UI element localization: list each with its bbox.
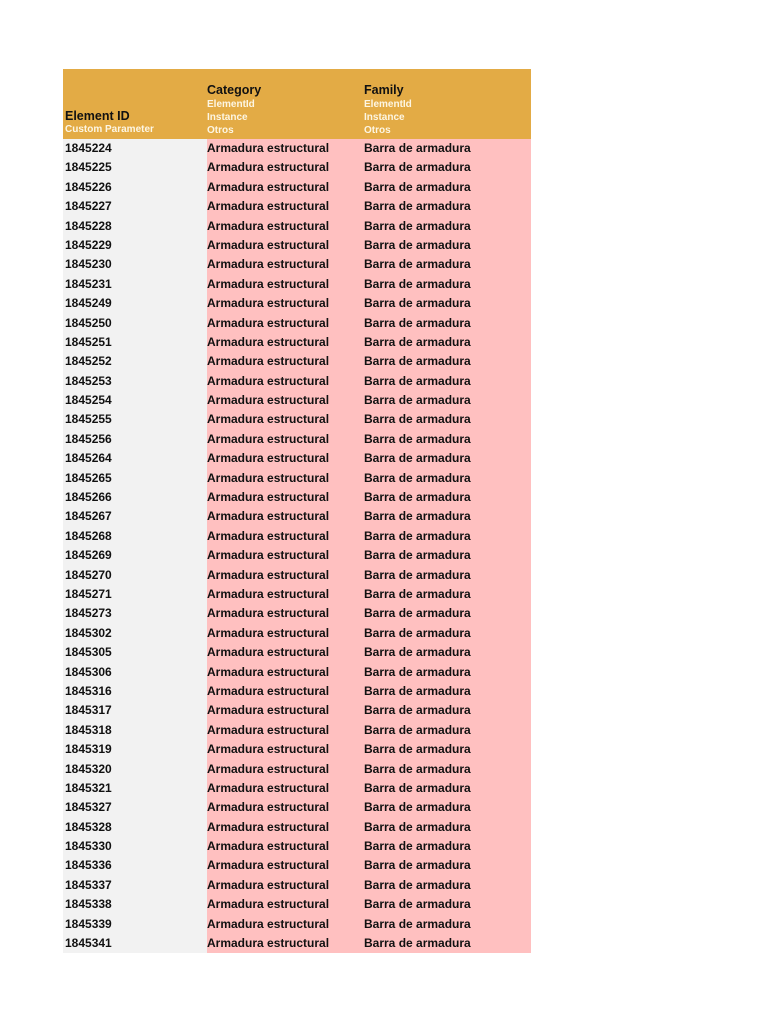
table-row[interactable] <box>63 740 531 759</box>
element-id-cell[interactable]: 1845249 <box>63 294 207 313</box>
family-cell[interactable]: Barra de armadura <box>364 217 531 236</box>
header-family-sub-3: Otros <box>364 125 391 136</box>
table-row[interactable] <box>63 314 531 333</box>
table-row[interactable] <box>63 895 531 914</box>
table-row[interactable] <box>63 663 531 682</box>
element-id-cell[interactable]: 1845231 <box>63 275 207 294</box>
element-id-cell[interactable]: 1845264 <box>63 449 207 468</box>
table-row[interactable] <box>63 915 531 934</box>
table-row[interactable] <box>63 604 531 623</box>
family-cell[interactable]: Barra de armadura <box>364 876 531 895</box>
family-cell[interactable]: Barra de armadura <box>364 372 531 391</box>
family-cell[interactable]: Barra de armadura <box>364 255 531 274</box>
table-row[interactable] <box>63 798 531 817</box>
family-cell[interactable]: Barra de armadura <box>364 837 531 856</box>
element-id-cell[interactable]: 1845265 <box>63 469 207 488</box>
element-id-cell[interactable]: 1845230 <box>63 255 207 274</box>
schedule-table <box>63 69 531 953</box>
category-cell[interactable]: Armadura estructural <box>207 721 364 740</box>
table-row[interactable] <box>63 721 531 740</box>
category-cell[interactable]: Armadura estructural <box>207 197 364 216</box>
category-cell[interactable]: Armadura estructural <box>207 876 364 895</box>
category-cell[interactable]: Armadura estructural <box>207 701 364 720</box>
category-cell[interactable]: Armadura estructural <box>207 527 364 546</box>
family-cell[interactable]: Barra de armadura <box>364 721 531 740</box>
table-row[interactable] <box>63 158 531 177</box>
family-cell[interactable]: Barra de armadura <box>364 507 531 526</box>
category-cell[interactable]: Armadura estructural <box>207 488 364 507</box>
family-cell[interactable]: Barra de armadura <box>364 643 531 662</box>
family-cell[interactable]: Barra de armadura <box>364 469 531 488</box>
element-id-cell[interactable]: 1845266 <box>63 488 207 507</box>
element-id-cell[interactable]: 1845253 <box>63 372 207 391</box>
element-id-cell[interactable]: 1845319 <box>63 740 207 759</box>
table-header <box>63 69 531 139</box>
table-row[interactable] <box>63 682 531 701</box>
family-cell[interactable]: Barra de armadura <box>364 779 531 798</box>
category-cell[interactable]: Armadura estructural <box>207 139 364 158</box>
category-cell[interactable]: Armadura estructural <box>207 546 364 565</box>
category-cell[interactable]: Armadura estructural <box>207 236 364 255</box>
family-cell[interactable]: Barra de armadura <box>364 314 531 333</box>
table-row[interactable] <box>63 818 531 837</box>
element-id-cell[interactable]: 1845270 <box>63 566 207 585</box>
table-row[interactable] <box>63 566 531 585</box>
category-cell[interactable]: Armadura estructural <box>207 856 364 875</box>
family-cell[interactable]: Barra de armadura <box>364 391 531 410</box>
element-id-cell[interactable]: 1845268 <box>63 527 207 546</box>
element-id-cell[interactable]: 1845302 <box>63 624 207 643</box>
family-cell[interactable]: Barra de armadura <box>364 856 531 875</box>
family-cell[interactable]: Barra de armadura <box>364 236 531 255</box>
element-id-cell[interactable]: 1845337 <box>63 876 207 895</box>
category-cell[interactable]: Armadura estructural <box>207 643 364 662</box>
element-id-cell[interactable]: 1845252 <box>63 352 207 371</box>
element-id-cell[interactable]: 1845255 <box>63 410 207 429</box>
family-cell[interactable]: Barra de armadura <box>364 139 531 158</box>
family-cell[interactable]: Barra de armadura <box>364 604 531 623</box>
category-cell[interactable]: Armadura estructural <box>207 740 364 759</box>
element-id-cell[interactable]: 1845318 <box>63 721 207 740</box>
family-cell[interactable]: Barra de armadura <box>364 178 531 197</box>
element-id-cell[interactable]: 1845341 <box>63 934 207 953</box>
header-category-sub-2: Instance <box>207 112 248 123</box>
element-id-cell[interactable]: 1845336 <box>63 856 207 875</box>
element-id-cell[interactable]: 1845338 <box>63 895 207 914</box>
element-id-cell[interactable]: 1845227 <box>63 197 207 216</box>
family-cell[interactable]: Barra de armadura <box>364 915 531 934</box>
family-cell[interactable]: Barra de armadura <box>364 275 531 294</box>
header-element-id-sub: Custom Parameter <box>65 124 154 135</box>
element-id-cell[interactable]: 1845305 <box>63 643 207 662</box>
element-id-cell[interactable]: 1845327 <box>63 798 207 817</box>
element-id-cell[interactable]: 1845273 <box>63 604 207 623</box>
table-row[interactable] <box>63 372 531 391</box>
category-cell[interactable]: Armadura estructural <box>207 410 364 429</box>
header-family-title: Family <box>364 83 404 97</box>
category-cell[interactable]: Armadura estructural <box>207 663 364 682</box>
category-cell[interactable]: Armadura estructural <box>207 217 364 236</box>
table-row[interactable] <box>63 275 531 294</box>
family-cell[interactable]: Barra de armadura <box>364 798 531 817</box>
table-body <box>63 139 531 953</box>
table-row[interactable] <box>63 507 531 526</box>
family-cell[interactable]: Barra de armadura <box>364 895 531 914</box>
table-row[interactable] <box>63 255 531 274</box>
family-cell[interactable]: Barra de armadura <box>364 624 531 643</box>
table-row[interactable] <box>63 391 531 410</box>
table-row[interactable] <box>63 294 531 313</box>
element-id-cell[interactable]: 1845254 <box>63 391 207 410</box>
family-cell[interactable]: Barra de armadura <box>364 663 531 682</box>
table-row[interactable] <box>63 449 531 468</box>
category-cell[interactable]: Armadura estructural <box>207 178 364 197</box>
header-category[interactable] <box>207 69 364 139</box>
table-row[interactable] <box>63 430 531 449</box>
element-id-cell[interactable]: 1845251 <box>63 333 207 352</box>
family-cell[interactable]: Barra de armadura <box>364 527 531 546</box>
table-row[interactable] <box>63 624 531 643</box>
table-row[interactable] <box>63 779 531 798</box>
table-row[interactable] <box>63 760 531 779</box>
table-row[interactable] <box>63 934 531 953</box>
table-row[interactable] <box>63 333 531 352</box>
element-id-cell[interactable]: 1845306 <box>63 663 207 682</box>
category-cell[interactable]: Armadura estructural <box>207 507 364 526</box>
family-cell[interactable]: Barra de armadura <box>364 352 531 371</box>
category-cell[interactable]: Armadura estructural <box>207 566 364 585</box>
family-cell[interactable]: Barra de armadura <box>364 430 531 449</box>
header-category-title: Category <box>207 83 262 97</box>
category-cell[interactable]: Armadura estructural <box>207 624 364 643</box>
family-cell[interactable]: Barra de armadura <box>364 585 531 604</box>
table-row[interactable] <box>63 856 531 875</box>
table-row[interactable] <box>63 527 531 546</box>
element-id-cell[interactable]: 1845321 <box>63 779 207 798</box>
table-row[interactable] <box>63 585 531 604</box>
header-category-sub-3: Otros <box>207 125 234 136</box>
table-row[interactable] <box>63 546 531 565</box>
table-row[interactable] <box>63 701 531 720</box>
table-row[interactable] <box>63 139 531 158</box>
element-id-cell[interactable]: 1845224 <box>63 139 207 158</box>
table-row[interactable] <box>63 837 531 856</box>
family-cell[interactable]: Barra de armadura <box>364 158 531 177</box>
element-id-cell[interactable]: 1845320 <box>63 760 207 779</box>
element-id-cell[interactable]: 1845339 <box>63 915 207 934</box>
category-cell[interactable]: Armadura estructural <box>207 915 364 934</box>
element-id-cell[interactable]: 1845256 <box>63 430 207 449</box>
table-row[interactable] <box>63 488 531 507</box>
header-family-sub-2: Instance <box>364 112 405 123</box>
family-cell[interactable]: Barra de armadura <box>364 449 531 468</box>
element-id-cell[interactable]: 1845271 <box>63 585 207 604</box>
family-cell[interactable]: Barra de armadura <box>364 740 531 759</box>
family-cell[interactable]: Barra de armadura <box>364 682 531 701</box>
category-cell[interactable]: Armadura estructural <box>207 682 364 701</box>
header-family[interactable] <box>364 69 531 139</box>
category-cell[interactable]: Armadura estructural <box>207 469 364 488</box>
table-row[interactable] <box>63 197 531 216</box>
category-cell[interactable]: Armadura estructural <box>207 585 364 604</box>
element-id-cell[interactable]: 1845229 <box>63 236 207 255</box>
table-row[interactable] <box>63 410 531 429</box>
element-id-cell[interactable]: 1845228 <box>63 217 207 236</box>
category-cell[interactable]: Armadura estructural <box>207 294 364 313</box>
table-row[interactable] <box>63 217 531 236</box>
category-cell[interactable]: Armadura estructural <box>207 275 364 294</box>
family-cell[interactable]: Barra de armadura <box>364 818 531 837</box>
table-row[interactable] <box>63 178 531 197</box>
category-cell[interactable]: Armadura estructural <box>207 430 364 449</box>
category-cell[interactable]: Armadura estructural <box>207 818 364 837</box>
element-id-cell[interactable]: 1845269 <box>63 546 207 565</box>
header-element-id[interactable] <box>65 69 207 139</box>
family-cell[interactable]: Barra de armadura <box>364 333 531 352</box>
category-cell[interactable]: Armadura estructural <box>207 391 364 410</box>
family-cell[interactable]: Barra de armadura <box>364 760 531 779</box>
family-cell[interactable]: Barra de armadura <box>364 701 531 720</box>
category-cell[interactable]: Armadura estructural <box>207 604 364 623</box>
category-cell[interactable]: Armadura estructural <box>207 895 364 914</box>
table-row[interactable] <box>63 469 531 488</box>
table-row[interactable] <box>63 236 531 255</box>
element-id-cell[interactable]: 1845226 <box>63 178 207 197</box>
category-cell[interactable]: Armadura estructural <box>207 158 364 177</box>
header-category-sub-1: ElementId <box>207 99 255 110</box>
table-row[interactable] <box>63 352 531 371</box>
category-cell[interactable]: Armadura estructural <box>207 333 364 352</box>
category-cell[interactable]: Armadura estructural <box>207 798 364 817</box>
family-cell[interactable]: Barra de armadura <box>364 488 531 507</box>
element-id-cell[interactable]: 1845225 <box>63 158 207 177</box>
element-id-cell[interactable]: 1845316 <box>63 682 207 701</box>
header-family-sub-1: ElementId <box>364 99 412 110</box>
category-cell[interactable]: Armadura estructural <box>207 314 364 333</box>
family-cell[interactable]: Barra de armadura <box>364 294 531 313</box>
header-element-id-title: Element ID <box>65 109 130 123</box>
family-cell[interactable]: Barra de armadura <box>364 934 531 953</box>
family-cell[interactable]: Barra de armadura <box>364 197 531 216</box>
category-cell[interactable]: Armadura estructural <box>207 449 364 468</box>
table-row[interactable] <box>63 643 531 662</box>
category-cell[interactable]: Armadura estructural <box>207 255 364 274</box>
family-cell[interactable]: Barra de armadura <box>364 410 531 429</box>
element-id-cell[interactable]: 1845250 <box>63 314 207 333</box>
element-id-cell[interactable]: 1845330 <box>63 837 207 856</box>
family-cell[interactable]: Barra de armadura <box>364 566 531 585</box>
category-cell[interactable]: Armadura estructural <box>207 934 364 953</box>
category-cell[interactable]: Armadura estructural <box>207 837 364 856</box>
category-cell[interactable]: Armadura estructural <box>207 372 364 391</box>
category-cell[interactable]: Armadura estructural <box>207 352 364 371</box>
element-id-cell[interactable]: 1845267 <box>63 507 207 526</box>
table-row[interactable] <box>63 876 531 895</box>
family-cell[interactable]: Barra de armadura <box>364 546 531 565</box>
element-id-cell[interactable]: 1845317 <box>63 701 207 720</box>
element-id-cell[interactable]: 1845328 <box>63 818 207 837</box>
category-cell[interactable]: Armadura estructural <box>207 760 364 779</box>
category-cell[interactable]: Armadura estructural <box>207 779 364 798</box>
